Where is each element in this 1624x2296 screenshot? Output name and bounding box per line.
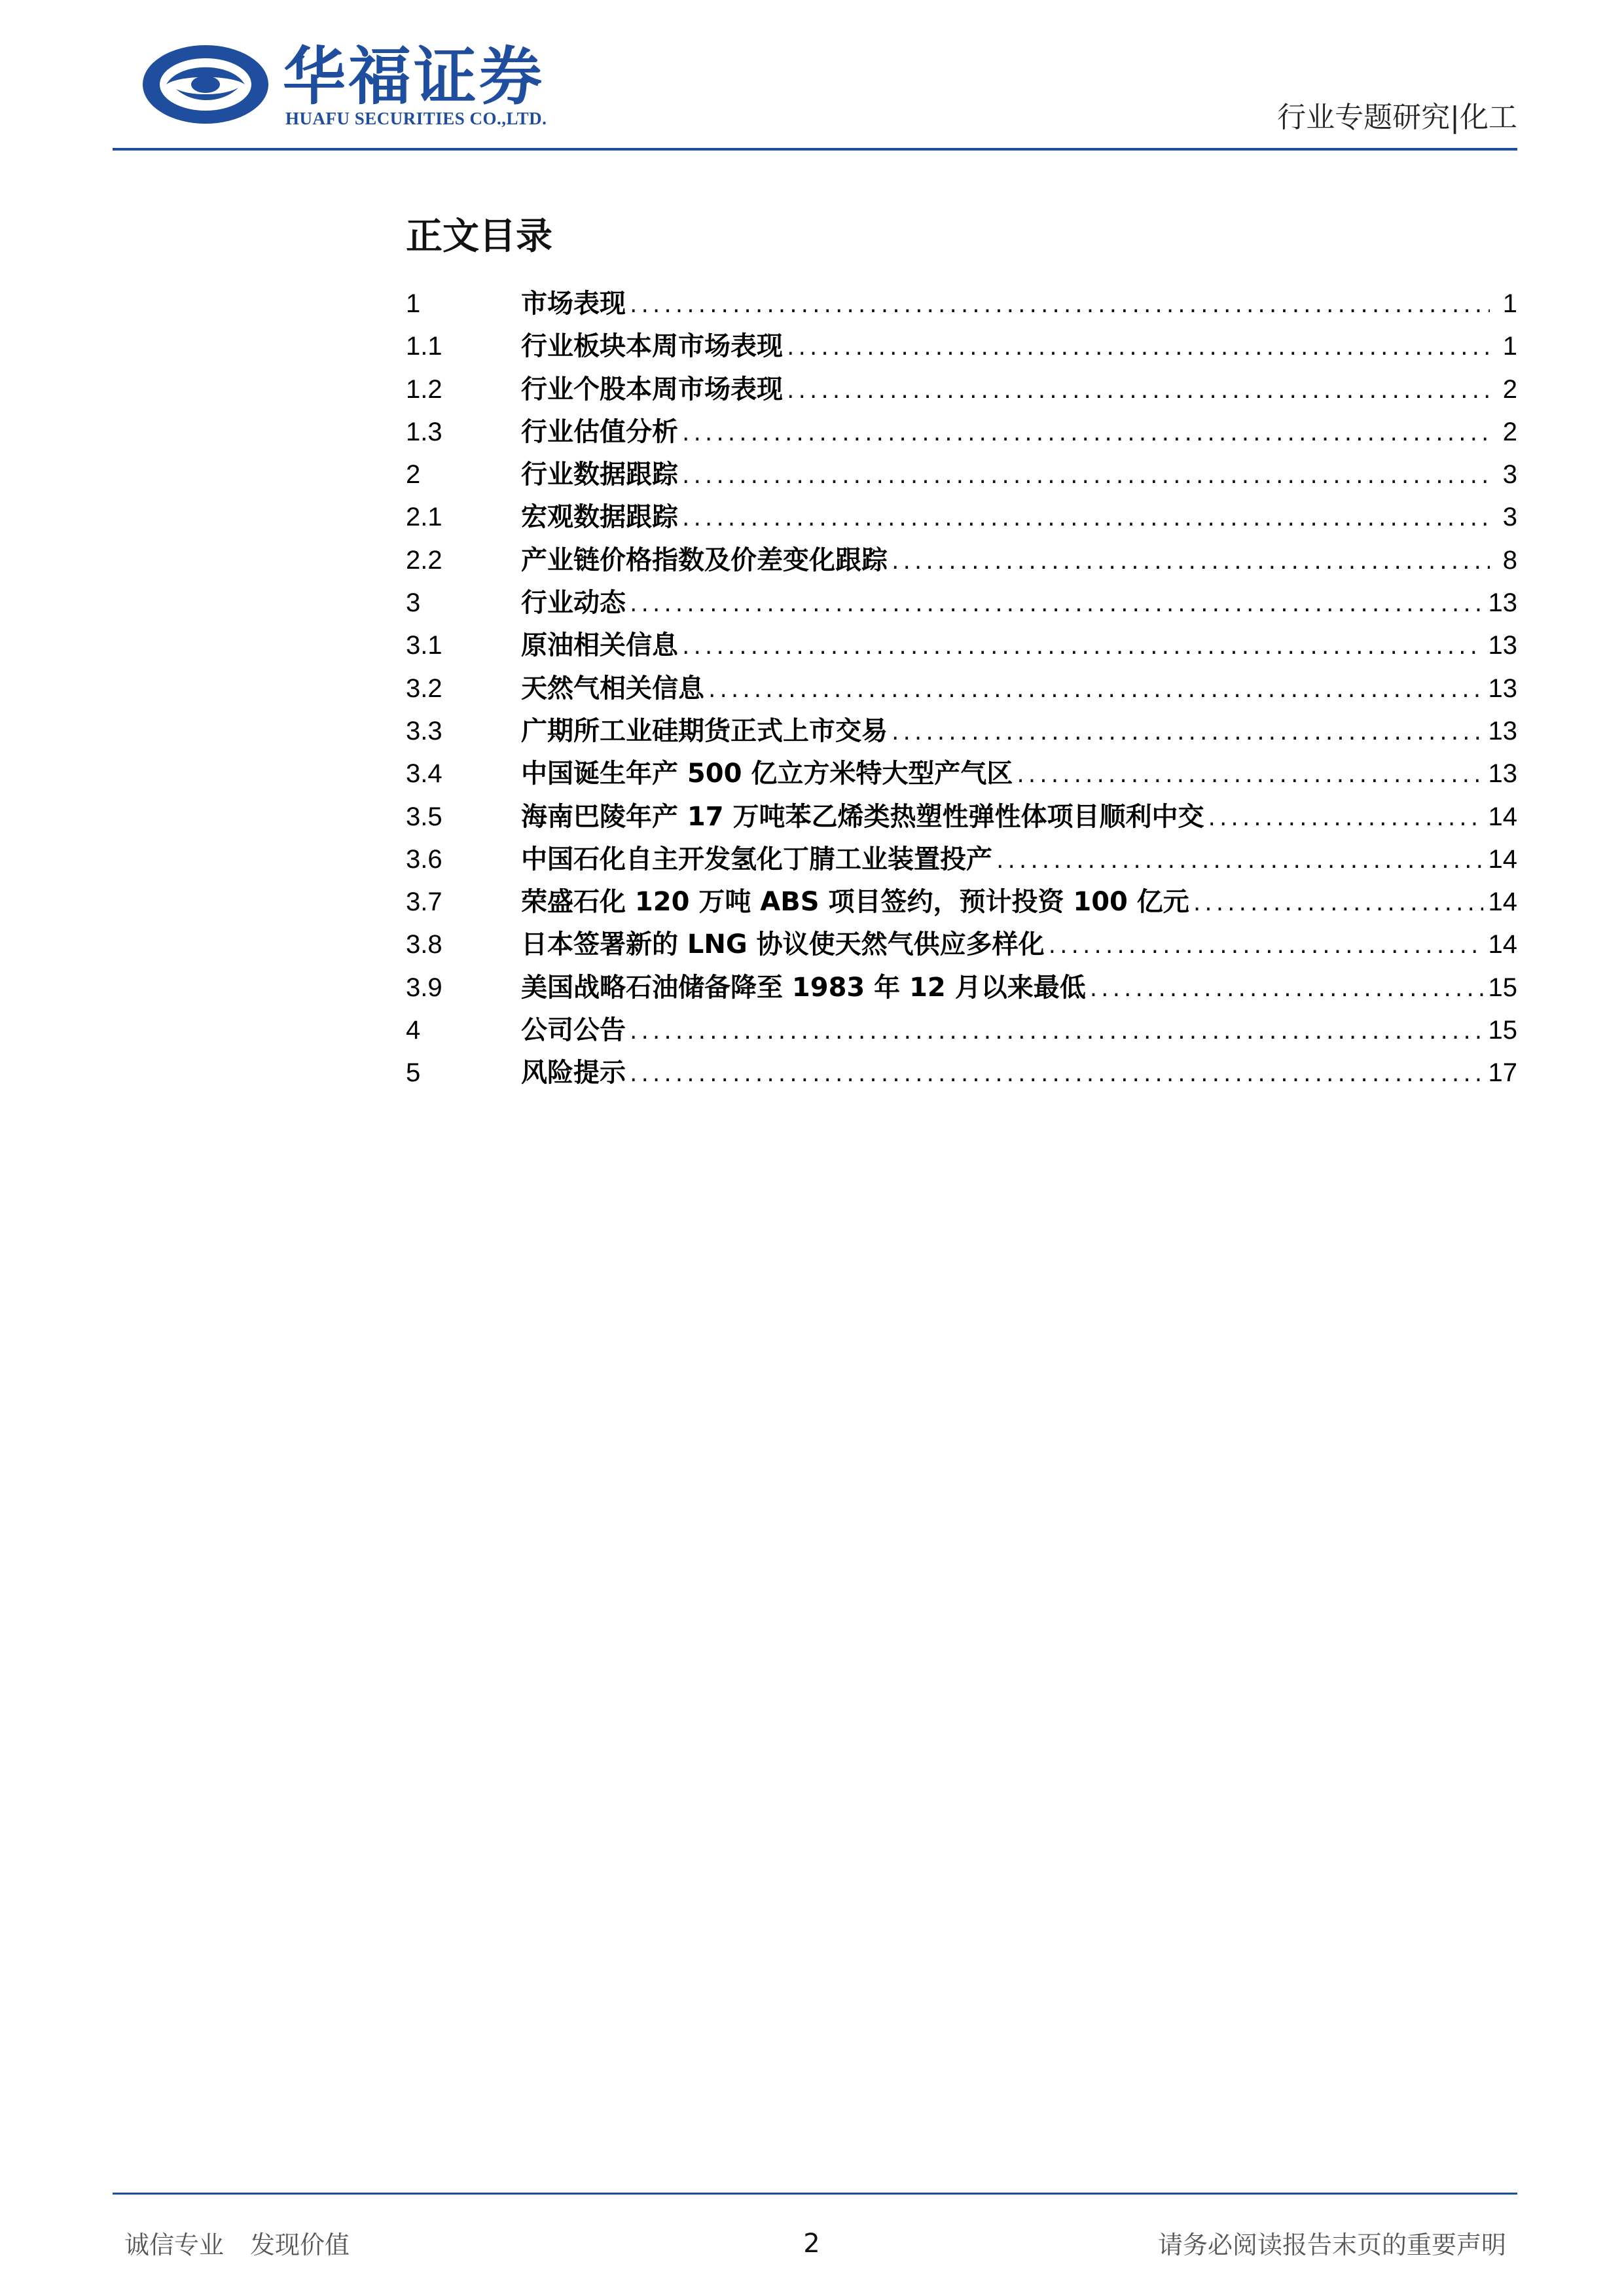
toc-entry-title: 宏观数据跟踪	[521, 502, 678, 533]
toc-entry-page: 1	[1502, 289, 1517, 318]
toc-entry[interactable]	[406, 796, 1517, 838]
toc-entry-title: 产业链价格指数及价差变化跟踪	[521, 545, 888, 575]
toc-leader-dots	[1090, 967, 1483, 1010]
toc-entry-page: 2	[1502, 417, 1517, 446]
toc-entry[interactable]	[406, 668, 1517, 710]
toc-entry-number: 1.2	[406, 374, 442, 404]
toc-entry[interactable]	[406, 624, 1517, 667]
toc-entry-page: 13	[1488, 759, 1517, 789]
toc-leader-dots	[682, 412, 1490, 454]
toc-leader-dots	[787, 369, 1490, 412]
huafu-logo-icon	[140, 42, 271, 127]
toc-entry-page: 17	[1488, 1058, 1517, 1088]
toc-entry-page: 14	[1488, 802, 1517, 831]
toc-entry-number: 3.3	[406, 716, 442, 745]
toc-entry-title: 行业数据跟踪	[521, 459, 678, 490]
toc-entry-page: 13	[1488, 588, 1517, 618]
toc-leader-dots	[787, 326, 1490, 368]
table-of-contents	[406, 283, 1517, 1095]
toc-leader-dots	[892, 540, 1490, 583]
toc-leader-dots	[1049, 924, 1483, 967]
footer-slogan-2: 发现价值	[250, 2231, 350, 2259]
company-logo	[140, 38, 546, 130]
toc-leader-dots	[892, 711, 1483, 753]
footer-disclaimer: 请务必阅读报告末页的重要声明	[1157, 2231, 1506, 2259]
toc-entry-title: 天然气相关信息	[521, 673, 704, 704]
toc-entry-number: 1.1	[406, 332, 442, 361]
toc-entry-page: 3	[1502, 460, 1517, 490]
toc-entry-page: 14	[1488, 844, 1517, 874]
report-type: 行业专题研究|化工	[1277, 101, 1517, 134]
toc-entry[interactable]	[406, 710, 1517, 753]
toc-entry-title: 美国战略石油储备降至 1983 年 12 月以来最低	[521, 972, 1086, 1003]
toc-leader-dots	[630, 283, 1490, 326]
toc-entry-number: 1	[406, 289, 421, 318]
toc-entry-title: 行业板块本周市场表现	[521, 331, 783, 362]
toc-entry[interactable]	[406, 838, 1517, 881]
toc-leader-dots	[682, 454, 1490, 497]
toc-entry-title: 日本签署新的 LNG 协议使天然气供应多样化	[521, 929, 1045, 960]
toc-entry-number: 3.2	[406, 673, 442, 703]
toc-entry-title: 行业估值分析	[521, 416, 678, 447]
toc-entry-title: 行业个股本周市场表现	[521, 374, 783, 404]
toc-entry-number: 5	[406, 1058, 421, 1088]
footer-slogan	[124, 2229, 350, 2261]
toc-entry-page: 2	[1502, 374, 1517, 404]
toc-entry-title: 中国诞生年产 500 亿立方米特大型产气区	[521, 759, 1013, 789]
toc-entry-title: 行业动态	[521, 588, 626, 619]
toc-heading: 正文目录	[406, 215, 552, 258]
toc-entry-page: 15	[1488, 973, 1517, 1002]
toc-leader-dots	[630, 1052, 1483, 1095]
toc-entry[interactable]	[406, 1009, 1517, 1052]
toc-leader-dots	[630, 583, 1483, 625]
toc-leader-dots	[1208, 797, 1483, 839]
toc-entry-number: 3.7	[406, 888, 442, 917]
logo-chinese-name: 华福证券	[283, 39, 545, 113]
page-number: 2	[803, 2229, 820, 2259]
toc-entry-page: 1	[1502, 332, 1517, 361]
toc-entry-number: 3	[406, 588, 421, 618]
toc-leader-dots	[996, 839, 1483, 882]
footer-divider	[113, 2193, 1517, 2195]
footer-slogan-1: 诚信专业	[124, 2231, 225, 2259]
toc-entry-number: 2.2	[406, 545, 442, 575]
toc-entry-page: 14	[1488, 930, 1517, 960]
toc-entry-title: 广期所工业硅期货正式上市交易	[521, 715, 888, 746]
toc-entry-page: 13	[1488, 673, 1517, 703]
toc-entry-title: 中国石化自主开发氢化丁腈工业装置投产	[521, 844, 992, 874]
toc-entry-page: 3	[1502, 503, 1517, 532]
toc-entry[interactable]	[406, 325, 1517, 368]
toc-leader-dots	[682, 625, 1483, 668]
toc-entry-title: 原油相关信息	[521, 630, 678, 661]
toc-entry-title: 风险提示	[521, 1058, 626, 1088]
toc-entry[interactable]	[406, 496, 1517, 539]
toc-entry-number: 2	[406, 460, 421, 490]
toc-entry-number: 4	[406, 1016, 421, 1045]
toc-entry-number: 3.1	[406, 631, 442, 660]
toc-entry[interactable]	[406, 1052, 1517, 1094]
toc-entry-page: 13	[1488, 716, 1517, 745]
toc-leader-dots	[682, 497, 1490, 539]
header-divider	[113, 148, 1517, 151]
toc-entry-page: 15	[1488, 1016, 1517, 1045]
toc-entry-number: 1.3	[406, 417, 442, 446]
toc-leader-dots	[1017, 753, 1483, 796]
toc-leader-dots	[1193, 882, 1483, 924]
toc-entry-title: 公司公告	[521, 1015, 626, 1046]
toc-entry-number: 3.5	[406, 802, 442, 831]
toc-entry[interactable]	[406, 539, 1517, 582]
toc-entry-number: 3.9	[406, 973, 442, 1002]
toc-entry-title: 市场表现	[521, 289, 626, 319]
toc-entry[interactable]	[406, 454, 1517, 496]
toc-entry-number: 2.1	[406, 503, 442, 532]
logo-english-name: HUAFU SECURITIES CO.,LTD.	[285, 109, 547, 128]
toc-entry-number: 3.8	[406, 930, 442, 960]
toc-entry[interactable]	[406, 283, 1517, 325]
toc-entry-page: 8	[1502, 545, 1517, 575]
toc-leader-dots	[708, 668, 1483, 711]
toc-entry-page: 13	[1488, 631, 1517, 660]
toc-entry[interactable]	[406, 924, 1517, 966]
toc-entry[interactable]	[406, 967, 1517, 1009]
toc-entry-title: 荣盛石化 120 万吨 ABS 项目签约，预计投资 100 亿元	[521, 887, 1189, 918]
toc-leader-dots	[630, 1010, 1483, 1052]
toc-entry-number: 3.6	[406, 844, 442, 874]
toc-entry[interactable]	[406, 411, 1517, 454]
toc-entry[interactable]	[406, 881, 1517, 924]
toc-entry[interactable]	[406, 582, 1517, 624]
toc-entry-title: 海南巴陵年产 17 万吨苯乙烯类热塑性弹性体项目顺利中交	[521, 801, 1204, 832]
toc-entry-page: 14	[1488, 888, 1517, 917]
toc-entry[interactable]	[406, 368, 1517, 411]
toc-entry[interactable]	[406, 753, 1517, 795]
toc-entry-number: 3.4	[406, 759, 442, 789]
